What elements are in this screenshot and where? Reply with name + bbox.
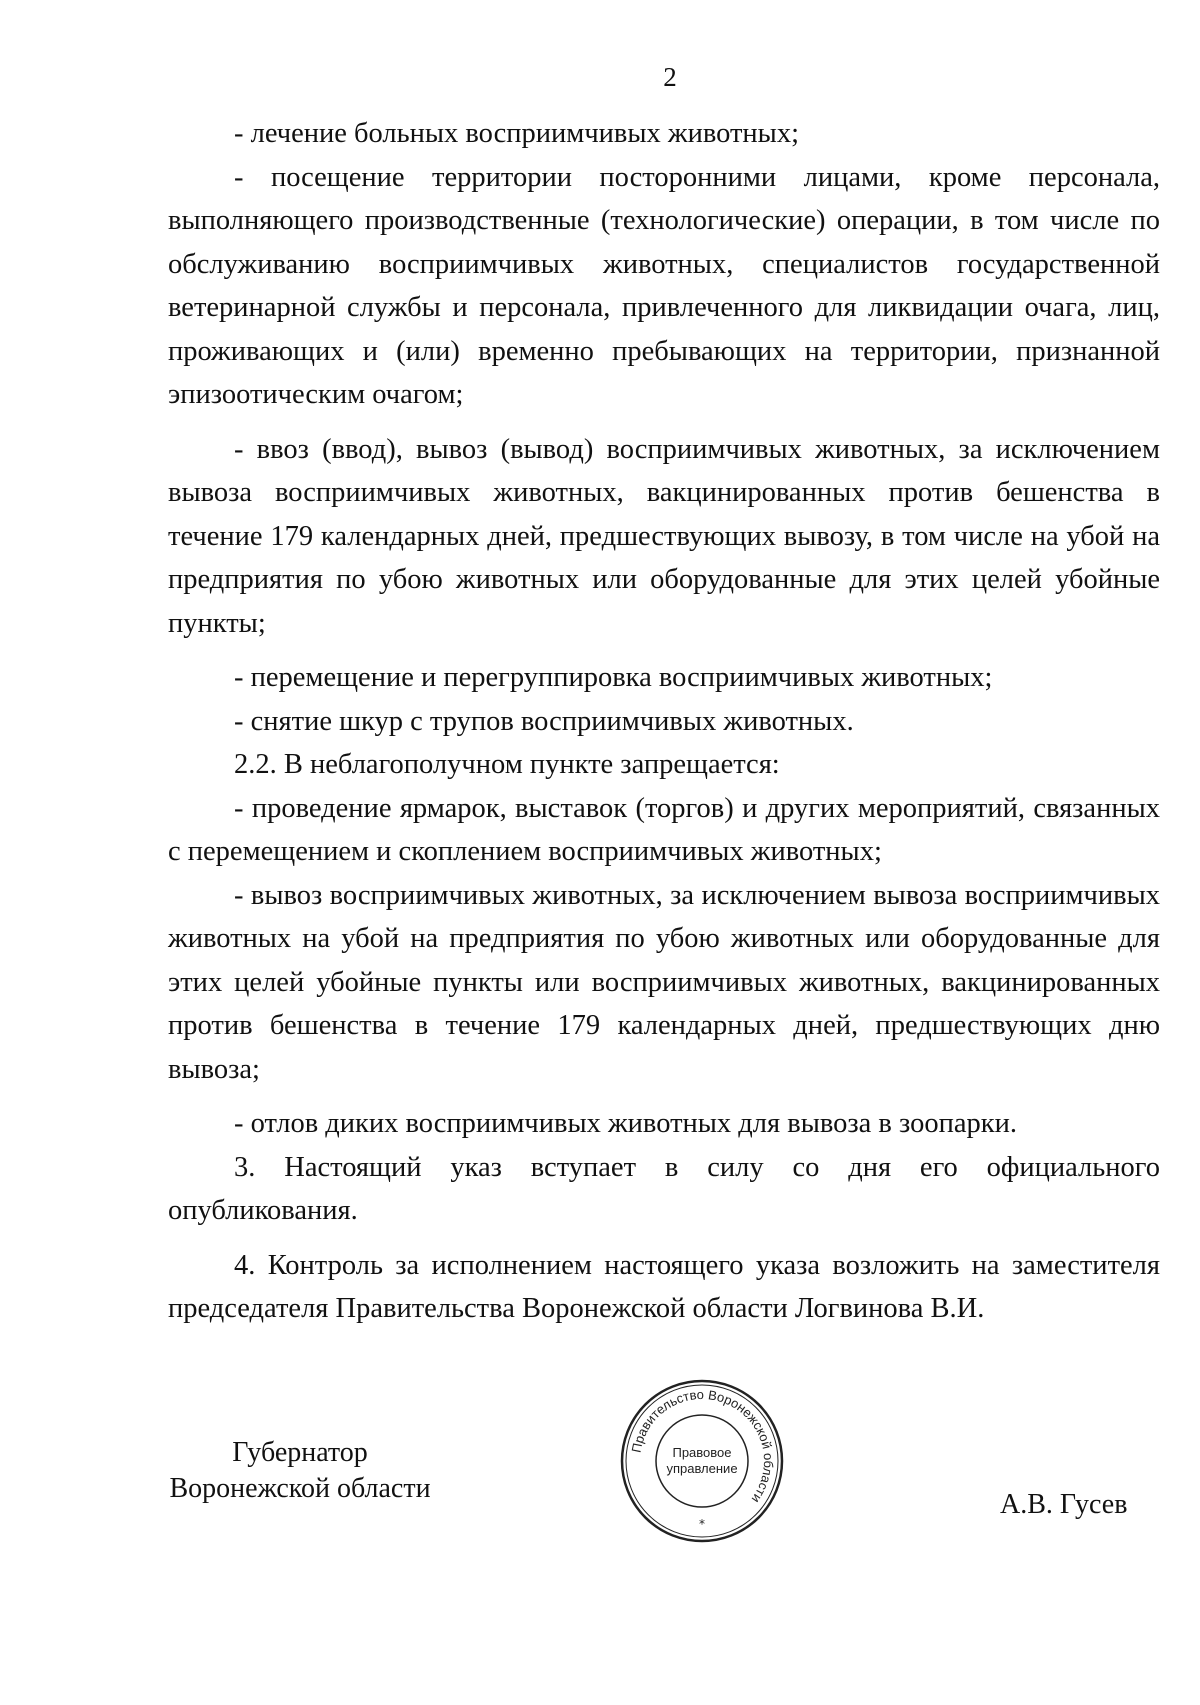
paragraph: 2.2. В неблагополучном пункте запрещается: [234,749,780,780]
paragraph: - посещение территории посторонними лицами, кроме персонала, выполняющего производственные (технологические) операции, в том числе по обслуживанию восприимчивых животных, специалистов государственной ветеринарной службы и персонала, привлеченного для ликвидации очага, лиц, проживающих и (или) временно пребывающих на территории, признанной эпизоотическим очагом; [168,161,1160,410]
official-stamp [618,1377,786,1545]
paragraph: - отлов диких восприимчивых животных для вывоза в зоопарки. [234,1108,1017,1139]
signer-name: А.В. Гусев [1000,1489,1128,1520]
paragraph: - вывоз восприимчивых животных, за исключением вывоза восприимчивых животных на убой на предприятия по убою животных или оборудованные для этих целей убойные пункты или восприимчивых животных, вакцинированных против бешенства в течение 179 календарных дней, предшествующих дню вывоза; [168,879,1160,1085]
paragraph: 4. Контроль за исполнением настоящего указа возложить на заместителя председателя Правительства Воронежской области Логвинова В.И. [168,1249,1160,1324]
stamp-ring-text: Правительство Воронежской области [628,1386,777,1506]
document-body [168,112,1160,1331]
paragraph: - перемещение и перегруппировка восприимчивых животных; [234,662,993,693]
paragraph: - лечение больных восприимчивых животных; [234,118,799,149]
stamp-center-line1: Правовое [672,1445,732,1460]
stamp-center-line2: управление [666,1461,738,1476]
signer-title [150,1435,450,1507]
paragraph: - снятие шкур с трупов восприимчивых животных. [234,705,854,737]
page-number: 2 [663,62,677,92]
stamp-star-icon: * [699,1517,705,1531]
paragraph: - ввоз (ввод), вывоз (вывод) восприимчивых животных, за исключением вывоза восприимчивых животных, вакцинированных против бешенства в течение 179 календарных дней, предшествующих вывозу, в том числе на убой на предприятия по убою животных или оборудованные для этих целей убойные пункты; [168,433,1160,639]
signer-title-line1: Губернатор [232,1437,368,1468]
signature-block [0,1386,1200,1675]
signer-title-line2: Воронежской области [169,1473,431,1504]
paragraph: 3. Настоящий указ вступает в силу со дня его официального опубликования. [168,1151,1160,1226]
paragraph: - проведение ярмарок, выставок (торгов) и других мероприятий, связанных с перемещением и скоплением восприимчивых животных; [168,792,1160,867]
